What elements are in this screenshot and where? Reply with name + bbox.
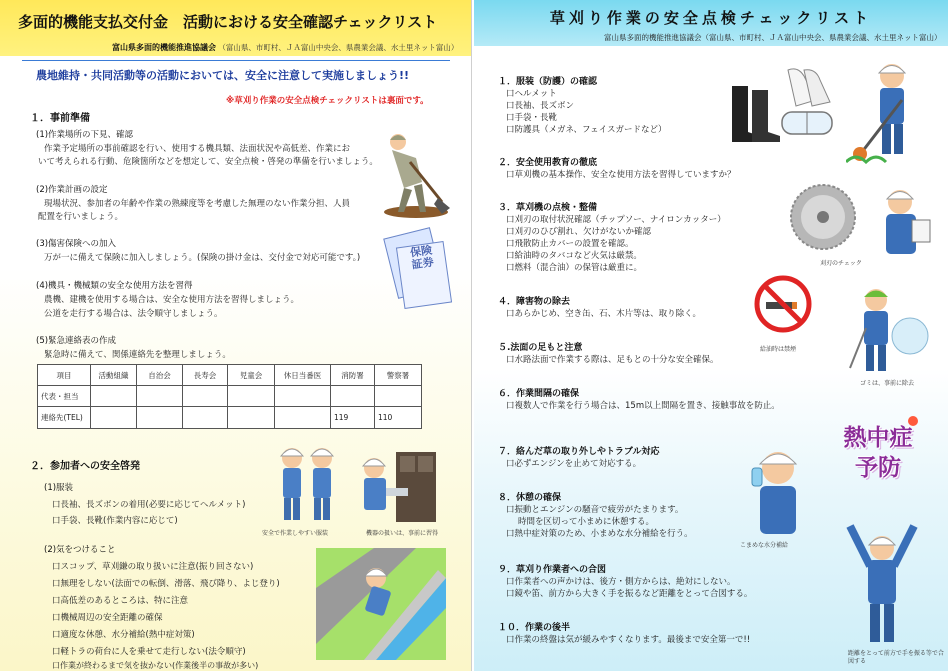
table-cell [137, 386, 183, 407]
workers-in-safety-gear-illustration [274, 440, 340, 526]
left-organization [112, 42, 458, 53]
prep-item-line: いて考えられる行動、危険箇所などを想定して、安全点検・啓発の準備を行いましょう。 [38, 157, 378, 167]
clothing-item: 口長袖、長ズボンの着用(必要に応じてヘルメット) [52, 500, 246, 510]
check-item: 口飛散防止カバーの設置を確認。 [506, 239, 634, 249]
table-cell: 119 [331, 407, 375, 429]
check-item: 口給油時のタバコなど火気は厳禁。 [506, 251, 642, 261]
table-header-cell: 長寿会 [183, 365, 228, 386]
prep-item-title: (5)緊急連絡表の作成 [36, 336, 117, 346]
prep-item-title: (3)傷害保険への加入 [36, 239, 117, 249]
left-org-sub: （富山県、市町村、ＪＡ富山中央会、県農業会議、水土里ネット富山） [218, 43, 459, 52]
right-page [474, 0, 948, 671]
table-header-cell: 児童会 [228, 365, 275, 386]
no-smoking-icon [752, 272, 814, 336]
prep-item-title: (2)作業計画の設定 [36, 185, 108, 195]
check-section-heading: ４．障害物の除去 [498, 297, 571, 307]
table-cell [331, 386, 375, 407]
section2-heading: ２．参加者への安全啓発 [30, 461, 140, 472]
care-item: 口作業が終わるまで気を抜かない(作業後半の事故が多い) [52, 661, 259, 670]
check-item: 口必ずエンジンを止めて対応する。 [506, 459, 642, 469]
table-cell [375, 386, 422, 407]
care-item: 口適度な休憩、水分補給(熱中症対策) [52, 630, 195, 640]
table-cell [183, 386, 228, 407]
prep-item-line: 万が一に備えて保険に加入しましょう。(保険の掛け金は、交付金で対応可能です。) [44, 253, 361, 263]
contact-table [37, 364, 422, 429]
prep-item-title: (1)作業場所の下見、確認 [36, 130, 134, 140]
slipping-waterway-illustration [316, 548, 446, 660]
prep-item-line: 作業予定場所の事前確認を行い、使用する機具類、法面状況や高低差、作業にお [44, 144, 351, 154]
worker-picking-trash-illustration [848, 284, 938, 376]
table-cell [91, 386, 137, 407]
check-item: 口水路法面で作業する際は、足もとの十分な安全確保。 [506, 355, 719, 365]
prep-item-line: 配置を行いましょう。 [38, 212, 124, 222]
worker-checking-illustration [872, 184, 936, 258]
prep-item-line: 公道を走行する場合は、法令順守しましょう。 [44, 309, 223, 319]
check-section-heading: ７．絡んだ草の取り外しやトラブル対応 [498, 447, 660, 457]
prep-item-line: 緊急時に備えて、関係連絡先を整理しましょう。 [44, 350, 231, 360]
section1-heading: １．事前準備 [30, 113, 90, 124]
table-header-cell: 消防署 [331, 365, 375, 386]
care-item: 口軽トラの荷台に人を乗せて走行しない(法令順守) [52, 647, 246, 657]
check-item: 口刈刃の取付状況確認（チップソー、ナイロンカッター） [506, 215, 726, 225]
machine-handling-illustration [356, 448, 440, 526]
care-title: (2)気をつけること [44, 545, 116, 555]
back-page-note: ※草刈り作業の安全点検チェックリストは裏面です。 [226, 96, 429, 106]
table-cell [275, 386, 331, 407]
left-divider [22, 60, 450, 61]
check-item: 口ヘルメット [506, 89, 557, 99]
table-cell [275, 407, 331, 429]
care-item: 口無理をしない(法面での転倒、滑落、飛び降り、よじ登り) [52, 579, 280, 589]
table-header-row [38, 365, 422, 386]
table-cell [228, 386, 275, 407]
care-item: 口スコップ、草刈鎌の取り扱いに注意(振り回さない) [52, 562, 254, 572]
table-header-cell: 警察署 [375, 365, 422, 386]
heat-stroke-sub: 予防 [855, 455, 901, 481]
check-section-heading: ２．安全使用教育の徹底 [498, 158, 598, 168]
table-header-cell: 項目 [38, 365, 91, 386]
check-item: 口熱中症対策のため、小まめな水分補給を行う。 [506, 529, 693, 539]
care-item: 口高低差のあるところは、特に注意 [52, 596, 189, 606]
table-cell: 代表・担当 [38, 386, 91, 407]
table-cell [137, 407, 183, 429]
check-item: 口長袖、長ズボン [506, 101, 575, 111]
insurance-card-label: 保険証券 [409, 243, 435, 272]
check-section-heading: １０．作業の後半 [498, 623, 571, 633]
saw-blade-illustration [788, 182, 858, 252]
prep-item-title: (4)機具・機械類の安全な使用方法を習得 [36, 281, 193, 291]
boots-gloves-goggles-illustration [726, 66, 836, 146]
blade-check-caption: 刈刃のチェック [820, 260, 862, 267]
no-smoking-caption: 給油時は禁煙 [760, 346, 797, 353]
distance-caption: 距離をとって前方で手を振る等で合図する [848, 650, 944, 665]
intro-text: 農地維持・共同活動等の活動においては、安全に注意して実施しましょう!! [36, 69, 410, 82]
table-cell [91, 407, 137, 429]
worker-waving-illustration [844, 520, 920, 648]
table-cell: 110 [375, 407, 422, 429]
check-item: 口刈刃のひび割れ、欠けがないか確認 [506, 227, 652, 237]
check-item: 口草刈機の基本操作、安全な使用方法を習得していますか？ [506, 170, 736, 180]
check-item: 口手袋・長靴 [506, 113, 558, 123]
check-item: 口作業者への声かけは、後方・側方からは、絶対にしない。 [506, 577, 736, 587]
table-header-cell: 休日当番医 [275, 365, 331, 386]
check-section-heading: ８．休憩の確保 [498, 493, 562, 503]
check-item: 口防護具（メガネ、フェイスガードなど） [506, 125, 667, 135]
check-section-heading: ３．草刈機の点検・整備 [498, 203, 598, 213]
water-caption: こまめな水分補給 [740, 542, 789, 549]
left-org-main: 富山県多面的機能推進協議会 [112, 43, 216, 52]
right-organization: 富山県多面的機能推進協議会（富山県、市町村、ＪＡ富山中央会、県農業会議、水土里ネット富山） [604, 33, 942, 42]
prep-item-line: 現場状況、参加者の年齢や作業の熟練度等を考慮した無理のない作業分担、人員 [44, 199, 351, 209]
check-item: 口作業の終盤は気が緩みやすくなります。最後まで安全第一で!! [506, 635, 751, 645]
left-page [0, 0, 472, 671]
check-item: 口あらかじめ、空き缶、石、木片等は、取り除く。 [506, 309, 701, 319]
table-header-cell: 自治会 [137, 365, 183, 386]
worker-drinking-water-illustration [738, 446, 818, 538]
machine-caption: 機器の扱いは、事前に習得 [366, 530, 439, 537]
table-cell [228, 407, 275, 429]
check-section-heading: ９．草刈り作業者への合図 [498, 565, 607, 575]
check-item: 口複数人で作業を行う場合は、15m以上間隔を置き、接触事故を防止。 [506, 401, 780, 411]
care-item: 口機械周辺の安全距離の確保 [52, 613, 163, 623]
clothing-item: 口手袋、長靴(作業内容に応じて) [52, 516, 178, 526]
left-title: 多面的機能支払交付金 活動における安全確認チェックリスト [18, 13, 438, 31]
right-title: 草刈り作業の安全点検チェックリスト [549, 9, 873, 27]
table-cell [183, 407, 228, 429]
heat-stroke-main: 熱中症 [843, 425, 913, 451]
clothing-title: (1)服装 [44, 483, 74, 493]
check-section-heading: １．服装（防護）の確認 [498, 77, 598, 87]
table-row [38, 386, 422, 407]
worker-digging-illustration [376, 128, 454, 220]
check-section-heading: ６．作業間隔の確保 [498, 389, 580, 399]
table-cell: 連絡先(TEL) [38, 407, 91, 429]
trash-caption: ゴミは、事前に除去 [860, 380, 915, 387]
check-item: 口鏡や笛、前方から大きく手を振るなど距離をとって合図する。 [506, 589, 753, 599]
check-item: 口振動とエンジンの騒音で疲労がたまります。 [506, 505, 684, 515]
sun-icon [904, 412, 922, 430]
prep-item-line: 農機、建機を使用する場合は、安全な使用方法を習得しましょう。 [44, 295, 300, 305]
check-item-continued: 時間を区切って小まめに休憩する。 [518, 517, 655, 527]
check-section-heading: ５.法面の足もと注意 [498, 343, 583, 353]
worker-with-trimmer-illustration [846, 56, 940, 166]
table-header-cell: 活動組織 [91, 365, 137, 386]
check-item: 口燃料（混合油）の保管は厳重に。 [506, 263, 643, 273]
table-row [38, 407, 422, 429]
heat-stroke-title [818, 423, 938, 483]
clothes-caption: 安全で作業しやすい服装 [262, 530, 329, 537]
